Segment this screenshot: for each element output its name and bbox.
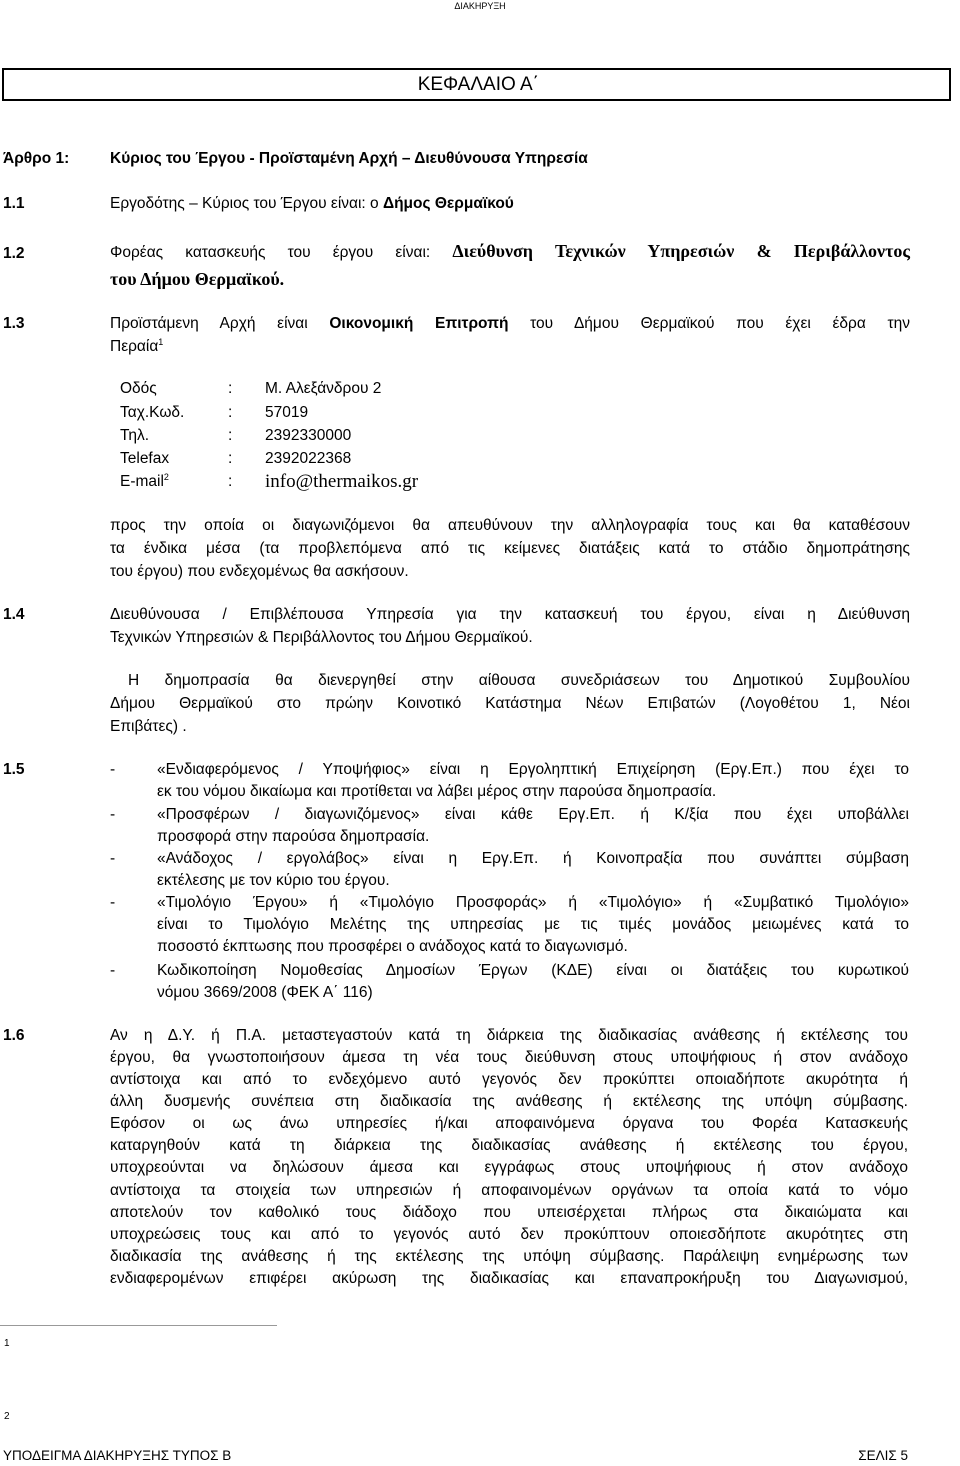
section-1-3-city: Περαία [110, 338, 159, 355]
section-number: 1.4 [3, 606, 25, 623]
article-title: Κύριος του Έργου - Προϊσταμένη Αρχή – Διευθύνουσα Υπηρεσία [110, 150, 588, 167]
chapter-box [2, 68, 951, 101]
contact-sep: : [228, 427, 233, 444]
section-1-6-line: αντίστοιχα και από το ενδεχόμενο αυτό γεγονός δεν προκύπτει οποιαδήποτε ακυρότητα ή [110, 1071, 908, 1088]
article-label: Άρθρο 1: [3, 150, 70, 167]
contact-sep: : [228, 450, 233, 467]
section-number: 1.1 [3, 195, 25, 212]
section-1-6-line: αποτελούν τον καθολικό τους διάδοχο που υπεισέρχεται πλήρως στα δικαιώματα και [110, 1204, 908, 1221]
contact-sep: : [228, 380, 233, 397]
section-1-6-line: Εφόσον οι ως άνω υπηρεσίες ή/και αποφαινόμενα όργανα του Φορέα Κατασκευής [110, 1115, 908, 1132]
running-header: ΔΙΑΚΗΡΥΞΗ [454, 1, 506, 11]
contact-label: Telefax [120, 450, 170, 467]
section-1-6-line: έργου, θα γνωστοποιήσουν άμεσα τη νέα τους διεύθυνση στους υποψήφιους ή στον ανάδοχο [110, 1049, 908, 1066]
section-1-2-plain: Φορέας κατασκευής του έργου είναι: [110, 244, 453, 261]
contact-value: 2392022368 [265, 450, 352, 467]
section-1-6-line: διαδικασία της ανάθεσης ή της εκτέλεσης της υπόψη σύμβασης. Παράλειψη ενημέρωσης των [110, 1248, 908, 1265]
email-label: E-mail [120, 473, 164, 490]
section-1-4-line2: Τεχνικών Υπηρεσιών & Περιβάλλοντος του Δήμου Θερμαϊκού. [110, 629, 533, 646]
footer-page: ΣΕΛΙΣ 5 [858, 1448, 908, 1463]
list-dash: - [110, 761, 116, 778]
section-1-1-text [110, 193, 514, 215]
footnote-ref: 2 [163, 471, 169, 482]
contact-sep: : [228, 473, 233, 490]
list-dash: - [110, 894, 116, 911]
section-number: 1.3 [3, 315, 25, 332]
section-1-3-line2 [110, 336, 163, 358]
section-1-6-line: υποχρεούνται να δηλώσουν άμεσα και εγγράφως στους υποψήφιους ή στον ανάδοχο [110, 1159, 908, 1176]
section-1-2-bold: Διεύθυνση Τεχνικών Υπηρεσιών & Περιβάλλοντος [452, 241, 910, 261]
contact-label: Τηλ. [120, 427, 150, 444]
paragraph-line: του έργου) που ενδεχομένως θα ασκήσουν. [110, 563, 409, 580]
list-item-line: «Ανάδοχος / εργολάβος» είναι η Εργ.Επ. ή Κοινοπραξία που συνάπτει σύμβαση [157, 850, 909, 867]
list-item-line: «Τιμολόγιο Έργου» ή «Τιμολόγιο Προσφοράς» ή «Τιμολόγιο» ή «Συμβατικό Τιμολόγιο» [157, 894, 909, 911]
paragraph-line: τα ένδικα μέσα (τα προβλεπόμενα από τις κείμενες διατάξεις κατά το στάδιο δημοπράτησης [110, 540, 910, 557]
list-item-line: ποσοστό έκπτωσης που προσφέρει ο ανάδοχος κατά το διαγωνισμό. [157, 938, 628, 955]
email-link[interactable]: info@thermaikos.gr [265, 471, 419, 492]
list-item-line: εκτέλεσης με τον κύριο του έργου. [157, 872, 390, 889]
contact-label-email [120, 471, 169, 493]
footnote-2: 2 [4, 1411, 10, 1422]
footnote-ref: 1 [158, 336, 164, 347]
list-item-line: νόμου 3669/2008 (ΦΕΚ Α΄ 116) [157, 984, 373, 1001]
footnote-divider [0, 1325, 277, 1326]
contact-sep: : [228, 404, 233, 421]
section-1-6-line: ενδιαφερομένων επιφέρει ακύρωση της διαδικασίας και επαναπροκήρυξη του Διαγωνισμού, [110, 1270, 908, 1287]
list-item-line: προσφορά στην παρούσα δημοπρασία. [157, 828, 430, 845]
contact-value: 57019 [265, 404, 309, 421]
list-item-line: «Προσφέρων / διαγωνιζόμενος» είναι κάθε Εργ.Επ. ή Κ/ξία που έχει υποβάλλει [157, 806, 909, 823]
section-1-2-line1 [110, 240, 910, 264]
list-dash: - [110, 850, 116, 867]
section-1-6-line: υποχρεώσεις τους και από το γεγονός αυτό δεν προκύπτουν οποιεσδήποτε ακυρότητες στη [110, 1226, 908, 1243]
section-1-2-line2: του Δήμου Θερμαϊκού. [110, 269, 285, 289]
section-1-4-line1: Διευθύνουσα / Επιβλέπουσα Υπηρεσία για την κατασκευή του έργου, είναι η Διεύθυνση [110, 606, 910, 623]
list-item-line: είναι το Τιμολόγιο Μελέτης της υπηρεσίας με τις τιμές μονάδος μειωμένες κατά το [157, 916, 909, 933]
list-dash: - [110, 962, 116, 979]
section-1-6-line: Αν η Δ.Υ. ή Π.Α. μεταστεγαστούν κατά τη διάρκεια της διαδικασίας ανάθεσης ή εκτέλεσης του [110, 1027, 908, 1044]
section-1-3-plain-a: Προϊστάμενη Αρχή είναι [110, 315, 330, 332]
chapter-title: ΚΕΦΑΛΑΙΟ Α΄ [417, 74, 539, 95]
list-dash: - [110, 806, 116, 823]
paragraph-line: Επιβάτες) . [110, 718, 187, 735]
contact-label: Οδός [120, 380, 157, 397]
contact-label: Ταχ.Κωδ. [120, 404, 185, 421]
section-number: 1.6 [3, 1027, 25, 1044]
list-item-line: «Ενδιαφερόμενος / Υποψήφιος» είναι η Εργοληπτική Επιχείρηση (Εργ.Επ.) που έχει το [157, 761, 909, 778]
section-1-3-line1 [110, 313, 910, 335]
section-1-6-line: άλλη δυσμενής συνέπεια στη διαδικασία της ανάθεσης ή εκτέλεσης της υπόψη σύμβασης. [110, 1093, 908, 1110]
section-1-6-line: αντίστοιχα τα στοιχεία των υπηρεσιών ή αποφαινομένων οργάνων τα οποία κατά το νόμο [110, 1182, 908, 1199]
contact-value: Μ. Αλεξάνδρου 2 [265, 380, 382, 397]
footnote-1: 1 [4, 1338, 10, 1349]
section-1-3-bold: Οικονομική Επιτροπή [329, 315, 509, 332]
footer-left: ΥΠΟΔΕΙΓΜΑ ΔΙΑΚΗΡΥΞΗΣ ΤΥΠΟΣ Β [3, 1448, 232, 1463]
section-1-1-bold: Δήμος Θερμαϊκού [382, 195, 514, 212]
paragraph-line: Δήμου Θερμαϊκού στο πρώην Κοινοτικό Κατάστημα Νέων Επιβατών (Λογοθέτου 1, Νέοι [110, 695, 910, 712]
contact-value: 2392330000 [265, 427, 352, 444]
paragraph-line: προς την οποία οι διαγωνιζόμενοι θα απευθύνουν την αλληλογραφία τους και θα καταθέσουν [110, 517, 910, 534]
section-number: 1.2 [3, 245, 25, 262]
section-1-3-plain-b: του Δήμου Θερμαϊκού που έχει έδρα την [508, 315, 910, 332]
section-number: 1.5 [3, 761, 25, 778]
list-item-line: εκ του νόμου δικαίωμα και προτίθεται να λάβει μέρος στην παρούσα δημοπρασία. [157, 783, 717, 800]
paragraph-line: Η δημοπρασία θα διενεργηθεί στην αίθουσα συνεδριάσεων του Δημοτικού Συμβουλίου [128, 672, 910, 689]
list-item-line: Κωδικοποίηση Νομοθεσίας Δημοσίων Έργων (ΚΔΕ) είναι οι διατάξεις του κυρωτικού [157, 962, 909, 979]
section-1-6-line: καταργηθούν κατά τη διάρκεια της διαδικασίας ανάθεσης ή εκτέλεσης του έργου, [110, 1137, 908, 1154]
section-1-1-plain: Εργοδότης – Κύριος του Έργου είναι: ο [110, 195, 383, 212]
